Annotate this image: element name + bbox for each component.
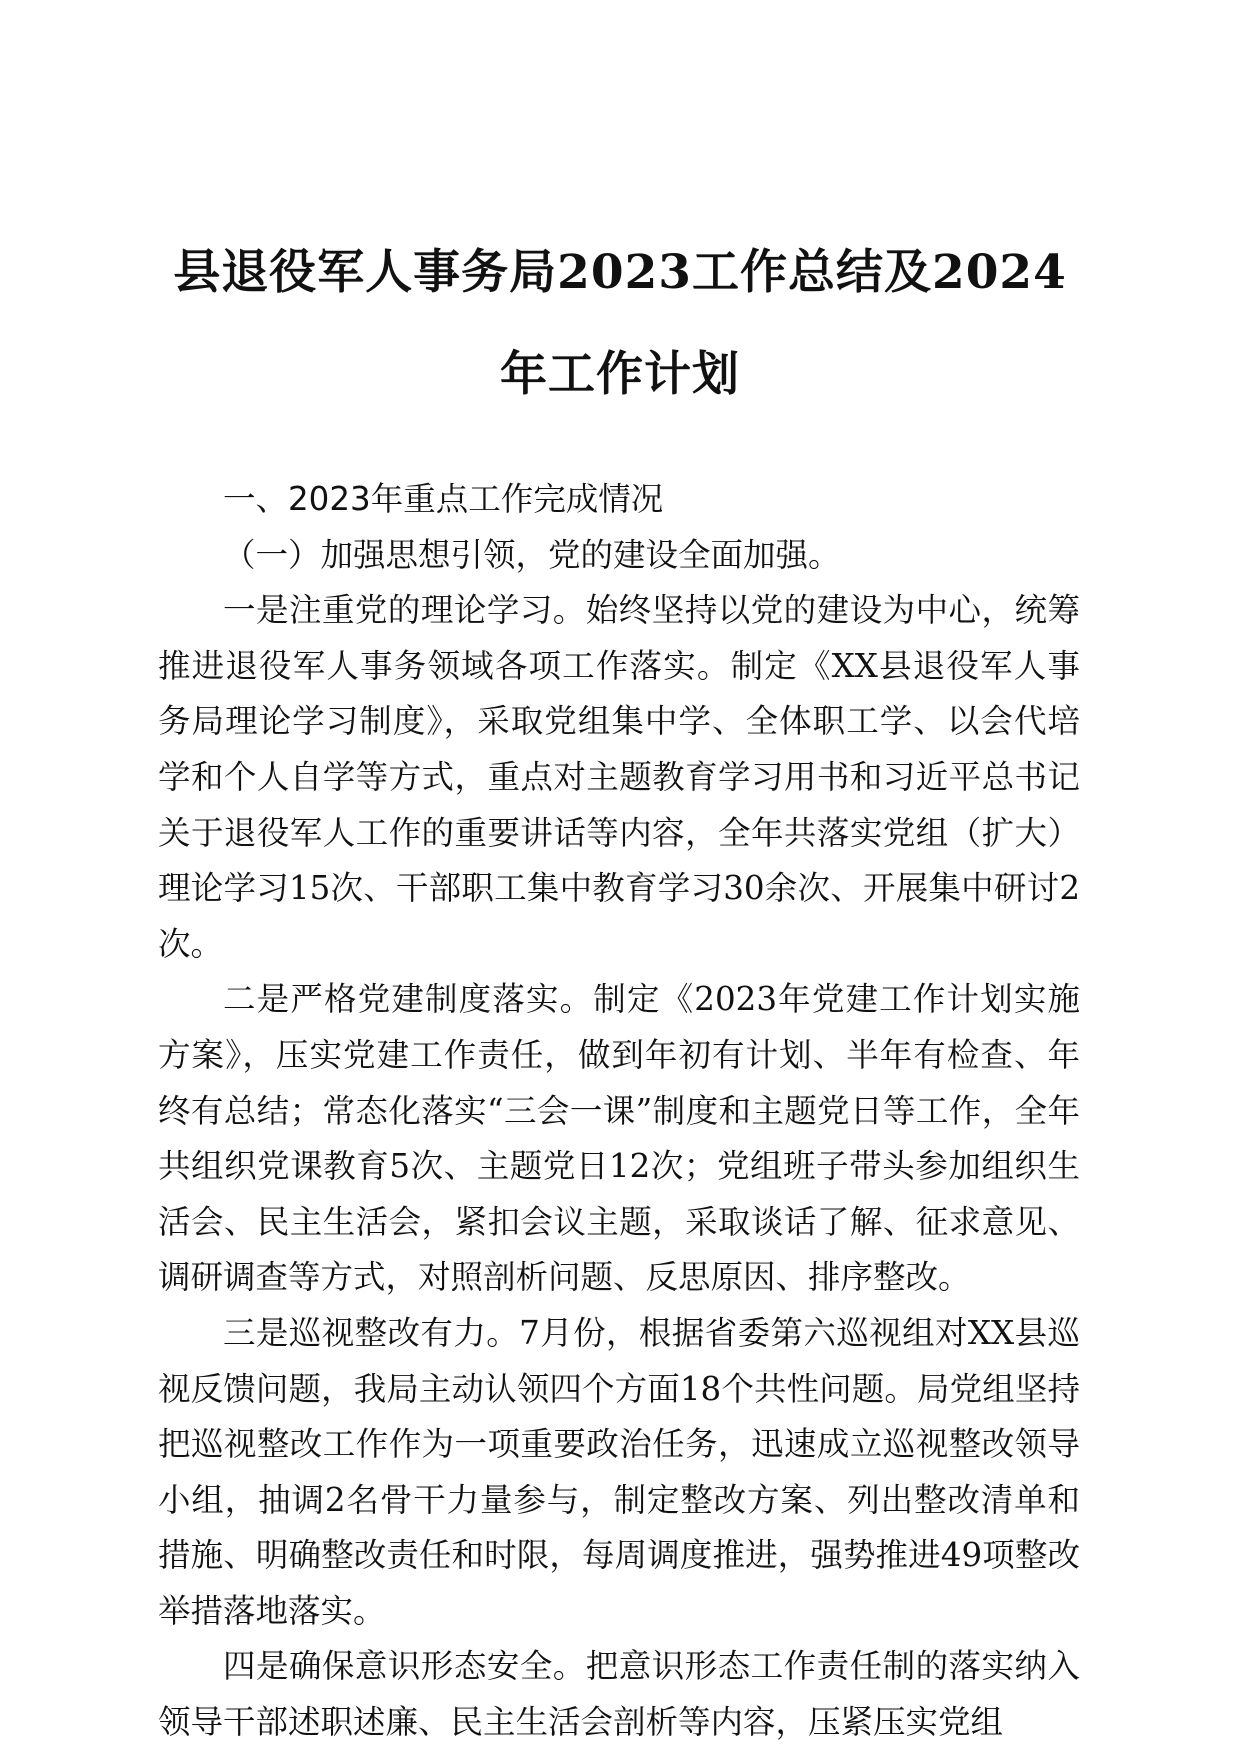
document-body: [158, 472, 1080, 1751]
subsection-heading: （一）加强思想引领，党的建设全面加强。: [223, 535, 841, 574]
paragraph-2: 二是严格党建制度落实。制定《2023年党建工作计划实施方案》，压实党建工作责任，做到年初有计划、半年有检查、年终有总结；常态化落实“三会一课”制度和主题党日等工作，全年共组织党课教育5次、主题党日12次；党组班子带头参加组织生活会、民主生活会，紧扣会议主题，采取谈话了解、征求意见、调研调查等方式，对照剖析问题、反思原因、排序整改。: [158, 980, 1080, 1297]
paragraph-1: 一是注重党的理论学习。始终坚持以党的建设为中心，统筹推进退役军人事务领域各项工作落实。制定《XX县退役军人事务局理论学习制度》，采取党组集中学、全体职工学、以会代培学和个人自学等方式，重点对主题教育学习用书和习近平总书记关于退役军人工作的重要讲话等内容，全年共落实党组（扩大）理论学习15次、干部职工集中教育学习30余次、开展集中研讨2次。: [158, 591, 1080, 963]
paragraph-4: 四是确保意识形态安全。把意识形态工作责任制的落实纳入领导干部述职述廉、民主生活会剖析等内容，压紧压实党组: [158, 1647, 1080, 1742]
section-heading: 一、2023年重点工作完成情况: [223, 480, 664, 518]
document-title: 县退役军人事务局2023工作总结及2024年工作计划: [173, 245, 1067, 402]
paragraph-3: 三是巡视整改有力。7月份，根据省委第六巡视组对XX县巡视反馈问题，我局主动认领四个方面18个共性问题。局党组坚持把巡视整改工作作为一项重要政治任务，迅速成立巡视整改领导小组，抽调2名骨干力量参与，制定整改方案、列出整改清单和措施、明确整改责任和时限，每周调度推进，强势推进49项整改举措落地落实。: [158, 1313, 1080, 1630]
